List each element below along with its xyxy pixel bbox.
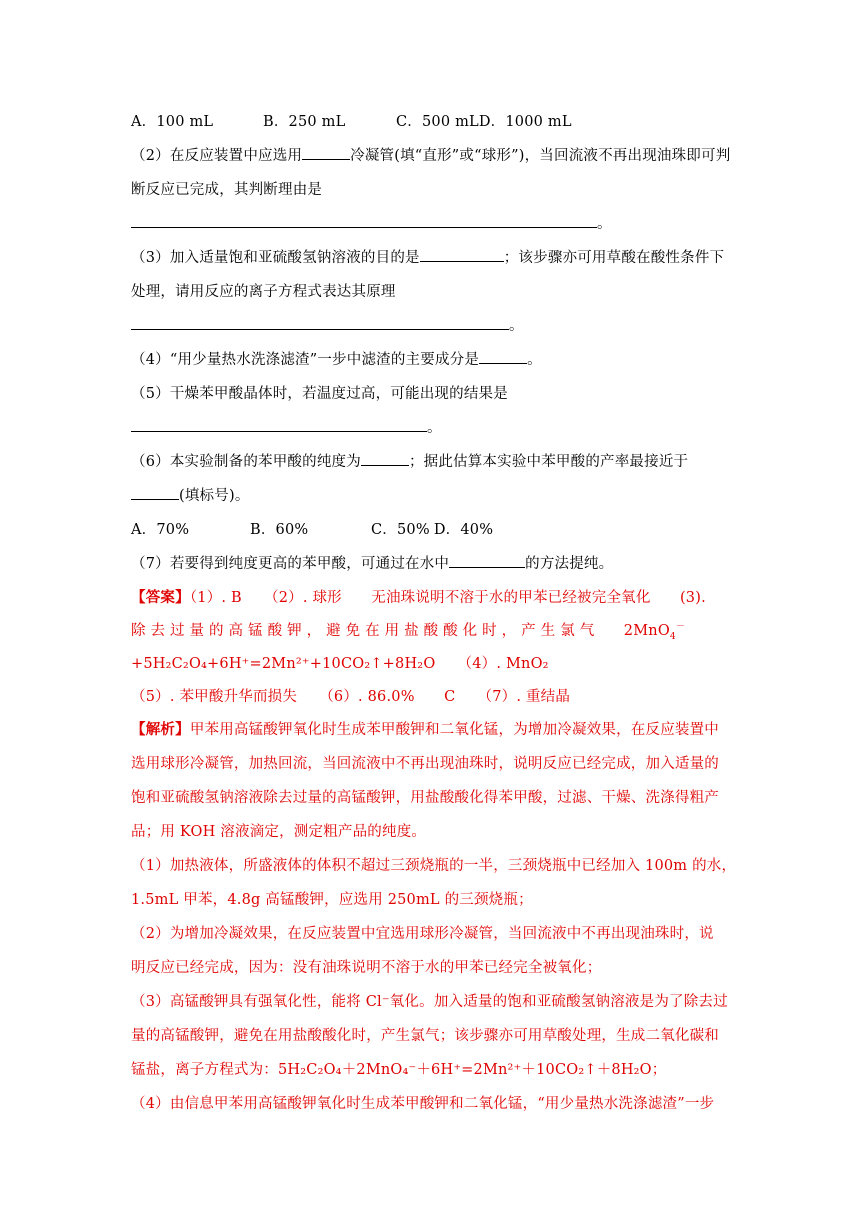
q2-line-2: 断反应已完成，其判断理由是	[131, 182, 323, 198]
q7-text-a: （7）若要得到纯度更高的苯甲酸，可通过在水中	[131, 556, 450, 572]
answer-blank	[479, 350, 527, 364]
q6-text-c: (填标号)。	[179, 488, 250, 504]
q7-text-b: 的方法提纯。	[525, 556, 614, 572]
answer-blank	[449, 554, 525, 568]
option-b: B．250 mL	[263, 114, 346, 130]
analysis-line-2: 选用球形冷凝管，加热回流，当回流液中不再出现油珠时，说明反应已经完成，加入适量的	[131, 756, 719, 772]
analysis-text: 甲苯用高锰酸钾氧化时生成苯甲酸钾和二氧化锰，为增加冷凝效果，在反应装置中	[189, 722, 720, 738]
answer-line-1	[131, 588, 731, 608]
q3-period: 。	[509, 318, 524, 334]
analysis-line-11: 锰盐，离子方程式为：5H₂C₂O₄＋2MnO₄⁻＋6H⁺=2Mn²⁺＋10CO₂↑＋8H₂O；	[131, 1062, 667, 1078]
answer-line-4: （5）. 苯甲酸升华而损失 （6）. 86.0% C （7）. 重结晶	[131, 689, 571, 705]
analysis-line-9: （3）高锰酸钾具有强氧化性，能将 Cl⁻氧化。加入适量的饱和亚硫酸氢钠溶液是为了除去过	[131, 994, 728, 1010]
q2-line-3	[131, 214, 731, 234]
q2-period: 。	[597, 216, 612, 232]
q2-line-1	[131, 146, 731, 166]
answer-blank	[131, 316, 509, 330]
answer-blank	[302, 146, 350, 160]
option-d: D．1000 mL	[478, 114, 572, 130]
answer-blank	[131, 214, 597, 228]
q4-period: 。	[527, 352, 542, 368]
analysis-line-12: （4）由信息甲苯用高锰酸钾氧化时生成苯甲酸钾和二氧化锰，“用少量热水洗涤滤渣”一步	[131, 1096, 715, 1112]
analysis-line-8: 明反应已经完成，因为：没有油珠说明不溶于水的甲苯已经完全被氧化；	[131, 960, 602, 976]
q6-line-2	[131, 486, 731, 506]
analysis-line-1	[131, 720, 731, 740]
q5-line-1: （5）干燥苯甲酸晶体时，若温度过高，可能出现的结果是	[131, 386, 508, 402]
answer-blank	[131, 418, 427, 432]
q6-text-a: （6）本实验制备的苯甲酸的纯度为	[131, 454, 361, 470]
option-b: B．60%	[250, 522, 309, 538]
q3-text-b: ；该步骤亦可用草酸在酸性条件下	[503, 250, 725, 266]
answer-line-3: +5H₂C₂O₄+6H⁺=2Mn²⁺+10CO₂↑+8H₂O （4）. MnO₂	[131, 656, 549, 672]
q3-line-2: 处理，请用反应的离子方程式表达其原理	[131, 284, 396, 300]
q5-line-2	[131, 418, 731, 438]
q7-line	[131, 554, 731, 574]
q3-text-a: （3）加入适量饱和亚硫酸氢钠溶液的目的是	[131, 250, 420, 266]
analysis-line-4: 品；用 KOH 溶液滴定，测定粗产品的纯度。	[131, 824, 427, 840]
answer-blank	[420, 248, 504, 262]
answer-tag: 【答案】	[131, 589, 190, 606]
q4-text: （4）“用少量热水洗涤滤渣”一步中滤渣的主要成分是	[131, 352, 480, 368]
q2-text-a: （2）在反应装置中应选用	[131, 148, 303, 164]
analysis-line-10: 量的高锰酸钾，避免在用盐酸酸化时，产生氯气；该步骤亦可用草酸处理，生成二氧化碳和	[131, 1028, 719, 1044]
q6-line-1	[131, 452, 731, 472]
option-a: A．70%	[131, 522, 190, 538]
analysis-line-3: 饱和亚硫酸氢钠溶液除去过量的高锰酸钾，用盐酸酸化得苯甲酸，过滤、干燥、洗涤得粗产	[131, 790, 719, 806]
analysis-tag: 【解析】	[131, 721, 190, 738]
q6-options	[131, 520, 731, 540]
analysis-line-5: （1）加热液体，所盛液体的体积不超过三颈烧瓶的一半，三颈烧瓶中已经加入 100m 的水，	[131, 858, 737, 874]
q6-text-b: ；据此估算本实验中苯甲酸的产率最接近于	[408, 454, 689, 470]
answer-line-2: 除 去 过 量 的 高 锰 酸 钾 ， 避 免 在 用 盐 酸 酸 化 时 ， 产 生 氯 气 2MnO$_4$－	[131, 622, 686, 642]
q1-options	[131, 112, 731, 132]
answer-blank	[131, 486, 179, 500]
answer-blank	[361, 452, 409, 466]
option-d: D．40%	[433, 522, 494, 538]
q3-line-3	[131, 316, 731, 336]
option-c: C．500 mL	[396, 114, 479, 130]
answer-text-1: （1）. B （2）. 球形 无油珠说明不溶于水的甲苯已经被完全氧化 (3).	[189, 590, 706, 606]
analysis-line-7: （2）为增加冷凝效果，在反应装置中宜选用球形冷凝管，当回流液中不再出现油珠时，说	[131, 926, 714, 942]
q2-text-b: 冷凝管(填“直形”或“球形”)，当回流液不再出现油珠即可判	[350, 148, 731, 164]
analysis-line-6: 1.5mL 甲苯，4.8g 高锰酸钾，应选用 250mL 的三颈烧瓶；	[131, 892, 533, 908]
option-c: C．50%	[371, 522, 430, 538]
q4-line	[131, 350, 731, 370]
q5-period: 。	[427, 420, 442, 436]
option-a: A．100 mL	[131, 114, 214, 130]
answer-text-2: 除 去 过 量 的 高 锰 酸 钾 ， 避 免 在 用 盐 酸 酸 化 时 ， 产 生 氯 气 2MnO	[131, 623, 670, 639]
q3-line-1	[131, 248, 731, 268]
